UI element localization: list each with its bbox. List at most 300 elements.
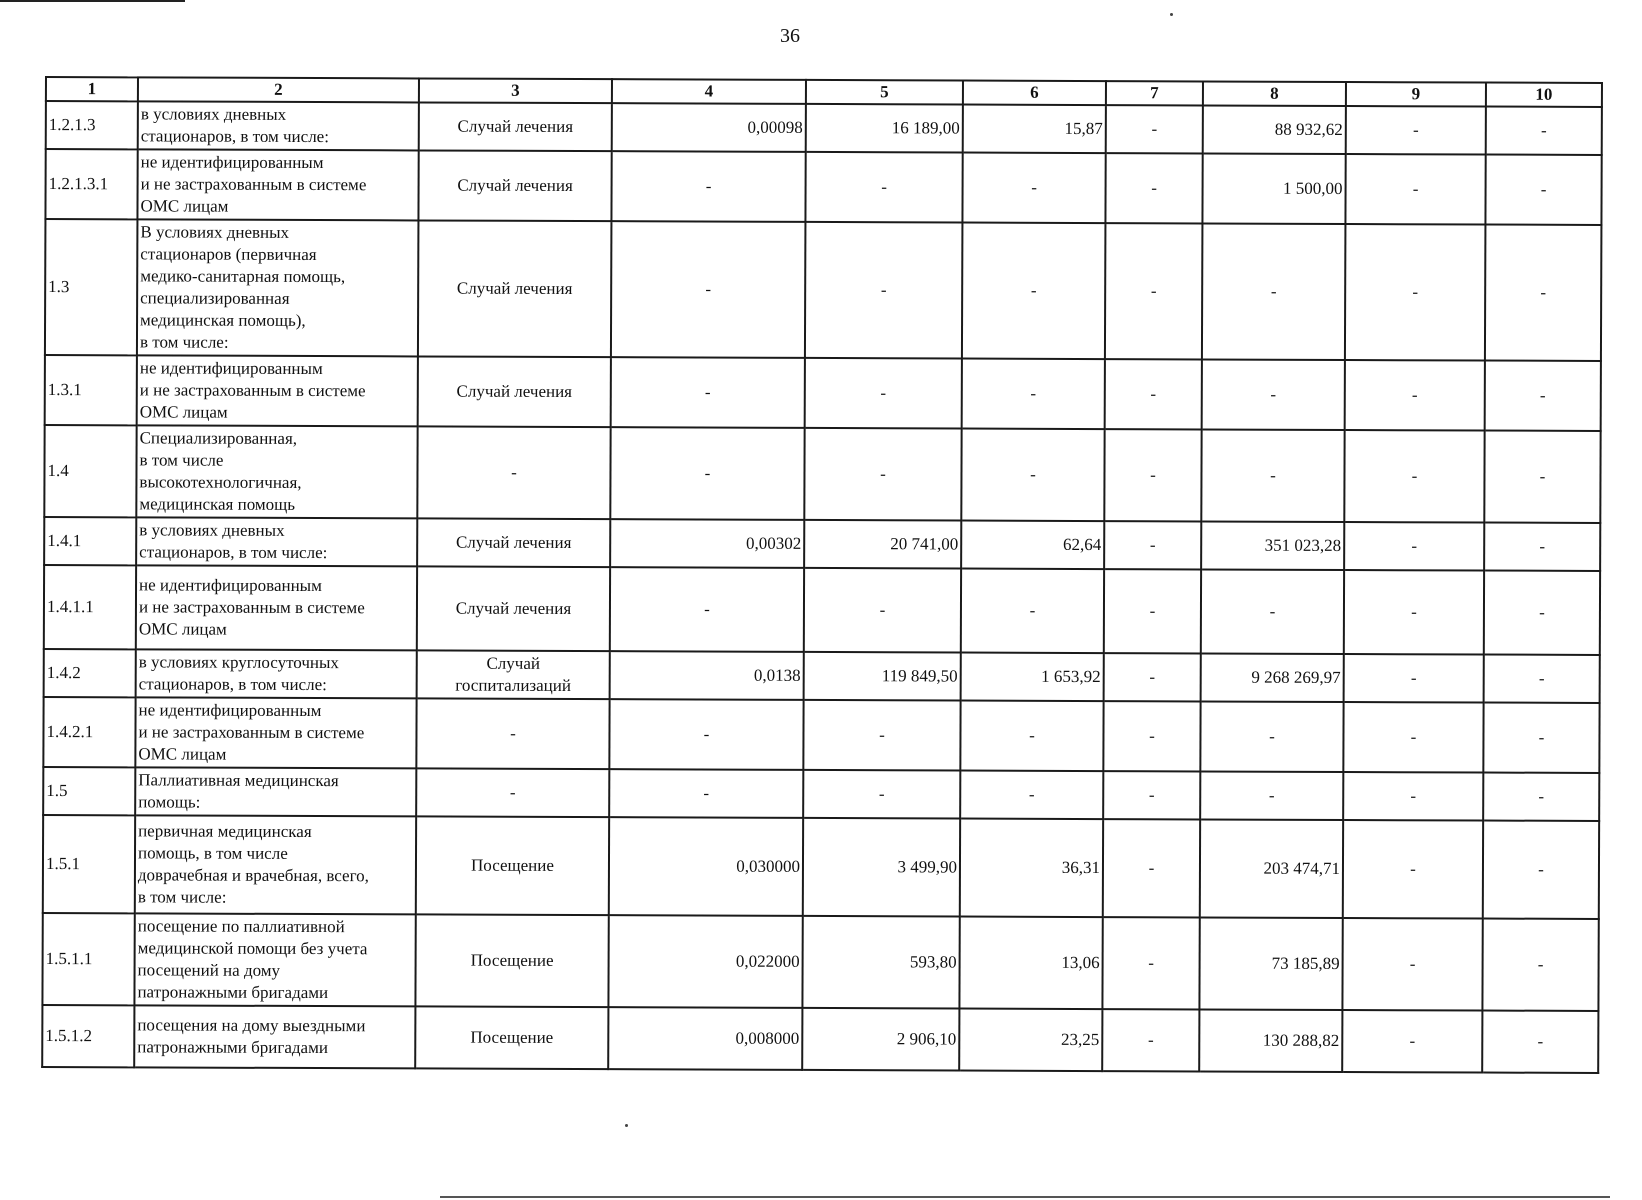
cell-value: - — [1029, 725, 1035, 745]
row-code — [44, 565, 136, 649]
table-row — [42, 1005, 1598, 1073]
table-row — [43, 815, 1599, 919]
row-code-text: 1.5.1.1 — [45, 949, 93, 969]
table-row — [44, 517, 1600, 571]
cell-value: - — [1030, 383, 1037, 403]
description-line: не идентифицированным — [139, 358, 323, 379]
cell-value: - — [1540, 179, 1547, 199]
cell-c8 — [1202, 153, 1345, 224]
cell-c9 — [1342, 918, 1482, 1011]
table-row — [44, 565, 1600, 655]
cell-value: - — [878, 784, 885, 804]
description-line: посещение по паллиативной — [137, 916, 345, 937]
cell-c4 — [609, 699, 803, 770]
table-row — [45, 219, 1602, 361]
cell-c7 — [1105, 223, 1203, 359]
row-description — [135, 815, 416, 914]
row-code-text: 1.3.1 — [47, 380, 82, 400]
row-unit — [417, 518, 610, 567]
cell-c6 — [960, 771, 1103, 820]
cell-value: - — [1540, 120, 1547, 140]
cell-value: 0,0138 — [753, 665, 801, 685]
row-description — [137, 219, 419, 356]
cell-c10 — [1484, 655, 1600, 703]
cell-c5 — [803, 700, 960, 771]
column-header-7: 7 — [1106, 81, 1203, 105]
row-unit — [417, 426, 610, 519]
cell-c7 — [1105, 153, 1202, 223]
cell-value: - — [1409, 954, 1416, 974]
cell-value: 3 499,90 — [897, 857, 958, 877]
table-body — [42, 101, 1602, 1073]
cell-value: - — [1411, 385, 1418, 405]
cell-c4 — [609, 769, 803, 818]
description-line: помощь: — [138, 792, 201, 812]
cell-c5 — [804, 520, 961, 569]
cell-value: 0,00098 — [747, 117, 803, 137]
cell-c6 — [960, 819, 1103, 918]
cell-value: - — [705, 279, 712, 299]
row-description — [134, 913, 415, 1006]
cell-value: - — [1410, 668, 1417, 688]
description-line: не идентифицированным — [139, 575, 322, 596]
cell-c8 — [1199, 917, 1342, 1010]
description-line: стационаров, в том числе: — [140, 126, 330, 147]
cell-c8 — [1201, 521, 1344, 570]
cell-c10 — [1484, 431, 1600, 523]
cell-c4 — [608, 915, 802, 1008]
cell-c5 — [806, 104, 963, 153]
row-code — [46, 101, 138, 149]
row-description — [135, 767, 416, 816]
cell-c9 — [1344, 654, 1484, 703]
table-row — [45, 149, 1601, 225]
cell-c9 — [1344, 570, 1484, 655]
row-code-text: 1.5.1 — [45, 854, 81, 874]
table-row — [46, 101, 1602, 155]
unit-line: - — [509, 782, 516, 802]
cell-value: 73 185,89 — [1271, 953, 1340, 973]
cell-value: 2 906,10 — [896, 1029, 957, 1049]
cell-c8 — [1201, 429, 1344, 522]
cell-value: - — [1540, 282, 1547, 302]
description-line: медицинская помощь — [139, 494, 296, 514]
row-unit — [415, 1006, 608, 1069]
description-line: патронажными бригадами — [137, 1037, 328, 1058]
cell-c4 — [608, 1007, 802, 1070]
cell-value: - — [1537, 1031, 1544, 1051]
cell-value: - — [1029, 600, 1036, 620]
cell-value: 0,022000 — [735, 951, 800, 971]
table-row — [43, 697, 1599, 773]
description-line: в условиях дневных — [140, 104, 287, 124]
description-line: помощь, в том числе — [137, 843, 288, 863]
row-description — [135, 697, 416, 768]
cell-value: - — [704, 382, 711, 402]
description-line: и не застрахованным в системе — [140, 174, 367, 195]
row-code — [44, 649, 136, 697]
cell-value: - — [1149, 667, 1156, 687]
description-line: в том числе: — [139, 332, 229, 352]
column-header-3: 3 — [419, 78, 612, 103]
cell-c7 — [1103, 701, 1200, 771]
cell-c4 — [610, 651, 804, 700]
cell-value: - — [1148, 858, 1155, 878]
cell-c8 — [1200, 819, 1343, 918]
cell-c9 — [1342, 1010, 1482, 1073]
row-unit — [416, 698, 609, 769]
cell-value: - — [1151, 119, 1158, 139]
cell-c8 — [1199, 1009, 1342, 1072]
cell-c6 — [959, 917, 1102, 1010]
row-description — [136, 517, 417, 566]
cell-c5 — [804, 568, 961, 653]
cell-c7 — [1103, 771, 1200, 819]
cell-value: - — [703, 724, 710, 744]
cell-value: 20 741,00 — [890, 534, 959, 554]
cell-value: - — [705, 176, 712, 196]
scan-edge-line-bottom — [440, 1196, 1610, 1198]
description-line: В условиях дневных — [140, 222, 290, 242]
cell-c9 — [1345, 154, 1485, 225]
cell-c5 — [803, 770, 960, 819]
cell-c4 — [611, 151, 805, 222]
unit-line: Случай лечения — [457, 116, 574, 137]
cell-value: - — [1539, 466, 1546, 486]
cell-value: - — [1539, 536, 1546, 556]
column-header-5: 5 — [806, 80, 963, 105]
cell-c6 — [962, 223, 1106, 360]
cell-c9 — [1344, 430, 1484, 523]
cell-value: - — [1147, 1030, 1154, 1050]
cell-value: - — [704, 599, 710, 619]
cell-c4 — [611, 221, 806, 358]
description-line: медико-санитарная помощь, — [140, 266, 346, 287]
cell-value: - — [1149, 726, 1155, 746]
cell-value: - — [880, 383, 887, 403]
cell-value: - — [1031, 177, 1037, 197]
cell-c6 — [959, 1009, 1102, 1072]
row-description — [136, 565, 417, 650]
unit-line: - — [510, 723, 516, 743]
description-line: доврачебная и врачебная, всего, — [137, 865, 369, 886]
row-code — [43, 815, 135, 913]
cell-c6 — [961, 521, 1104, 570]
cell-value: 593,80 — [909, 952, 957, 972]
cell-value: - — [1412, 179, 1419, 199]
table-row — [44, 425, 1600, 523]
cell-value: 203 474,71 — [1263, 858, 1341, 878]
cell-c7 — [1106, 105, 1203, 153]
row-code-text: 1.2.1.3.1 — [48, 174, 109, 194]
cell-c10 — [1486, 107, 1602, 155]
description-line: специализированная — [140, 288, 290, 308]
cell-value: - — [1150, 465, 1156, 485]
data-table — [41, 76, 1603, 1074]
row-unit — [418, 356, 611, 427]
description-line: медицинской помощи без учета — [137, 938, 368, 959]
row-description — [137, 355, 418, 426]
cell-c7 — [1105, 359, 1202, 429]
description-line: посещения на дому выездными — [137, 1015, 366, 1036]
scan-dot — [625, 1124, 628, 1127]
unit-line: Случай лечения — [457, 175, 573, 196]
cell-value: - — [1539, 385, 1546, 405]
cell-c10 — [1485, 361, 1601, 431]
cell-value: 23,25 — [1061, 1029, 1100, 1050]
cell-value: - — [1538, 786, 1545, 806]
cell-c10 — [1483, 703, 1599, 773]
cell-c6 — [961, 569, 1104, 654]
cell-c4 — [611, 357, 805, 428]
description-line: не идентифицированным — [138, 700, 322, 721]
row-unit — [416, 816, 609, 915]
cell-c5 — [805, 222, 963, 359]
description-line: посещений на дому — [137, 960, 281, 980]
cell-value: - — [1410, 786, 1417, 806]
description-line: и не застрахованным в системе — [139, 380, 366, 401]
description-line: стационаров, в том числе: — [139, 542, 328, 563]
unit-line: Посещение — [470, 855, 554, 875]
cell-c5 — [802, 1008, 959, 1071]
row-code-text: 1.4 — [47, 461, 69, 481]
cell-c5 — [803, 818, 960, 917]
row-description — [137, 149, 418, 220]
description-line: ОМС лицам — [140, 196, 229, 216]
description-line: стационаров, в том числе: — [138, 674, 327, 695]
description-line: патронажными бригадами — [137, 982, 329, 1003]
cell-value: 130 288,82 — [1262, 1030, 1340, 1050]
row-unit — [417, 566, 610, 651]
description-line: стационаров (первичная — [140, 244, 317, 265]
row-unit — [416, 768, 609, 817]
description-line: медицинская помощь), — [140, 310, 306, 331]
cell-value: 0,008000 — [735, 1028, 800, 1048]
row-code — [42, 913, 134, 1005]
cell-c8 — [1201, 569, 1344, 654]
description-line: Паллиативная медицинская — [138, 770, 339, 791]
cell-value: - — [881, 177, 887, 197]
cell-value: 9 268 269,97 — [1251, 667, 1341, 687]
cell-c9 — [1343, 820, 1483, 919]
cell-c10 — [1484, 523, 1600, 571]
cell-c9 — [1345, 360, 1485, 431]
row-code-text: 1.4.2 — [46, 663, 81, 683]
cell-c6 — [962, 359, 1105, 430]
cell-c6 — [961, 429, 1104, 522]
description-line: в том числе: — [137, 887, 227, 907]
cell-value: 0,00302 — [745, 533, 802, 553]
cell-c6 — [960, 701, 1103, 772]
cell-value: - — [879, 725, 885, 745]
cell-value: - — [703, 783, 710, 803]
cell-c10 — [1484, 571, 1600, 655]
cell-c6 — [961, 653, 1104, 702]
cell-value: - — [1148, 953, 1154, 973]
cell-value: - — [880, 280, 887, 300]
cell-value: - — [1030, 464, 1036, 484]
cell-c9 — [1344, 522, 1484, 571]
cell-c5 — [804, 652, 961, 701]
cell-value: - — [1270, 281, 1277, 301]
cell-c4 — [610, 427, 804, 520]
cell-c8 — [1202, 223, 1346, 360]
description-line: первичная медицинская — [138, 821, 312, 842]
cell-value: - — [879, 600, 886, 620]
cell-value: - — [1269, 726, 1275, 746]
cell-value: 15,87 — [1064, 118, 1103, 139]
table-row — [43, 767, 1599, 821]
cell-value: 0,030000 — [736, 856, 801, 876]
cell-value: - — [704, 463, 711, 483]
row-description — [138, 101, 419, 150]
cell-value: 88 932,62 — [1274, 119, 1343, 139]
unit-line: Посещение — [470, 1027, 554, 1047]
cell-value: - — [1537, 954, 1544, 974]
cell-c6 — [962, 153, 1105, 224]
cell-value: 351 023,28 — [1264, 535, 1342, 555]
row-code — [43, 697, 135, 767]
cell-value: - — [1538, 727, 1545, 747]
cell-value: 16 189,00 — [891, 118, 960, 138]
cell-c6 — [963, 105, 1106, 154]
row-unit — [418, 220, 612, 357]
cell-value: - — [1410, 727, 1417, 747]
cell-value: - — [1269, 601, 1276, 621]
cell-c10 — [1482, 919, 1598, 1011]
description-line: в условиях круглосуточных — [138, 652, 340, 673]
table-row — [44, 649, 1600, 703]
cell-value: 13,06 — [1061, 952, 1100, 973]
row-code-text: 1.3 — [48, 277, 70, 297]
cell-c7 — [1104, 429, 1201, 521]
unit-line: Посещение — [470, 950, 554, 970]
cell-value: - — [1150, 281, 1157, 301]
cell-c4 — [612, 103, 806, 152]
description-line: Специализированная, — [139, 428, 298, 448]
cell-c5 — [805, 358, 962, 429]
cell-c10 — [1483, 773, 1599, 821]
cell-c8 — [1202, 359, 1345, 430]
table-row — [45, 355, 1601, 431]
cell-c4 — [610, 519, 804, 568]
cell-c5 — [805, 152, 962, 223]
cell-c8 — [1203, 105, 1346, 154]
cell-value: - — [1538, 668, 1545, 688]
column-header-6: 6 — [963, 81, 1106, 106]
row-code-text: 1.5.1.2 — [45, 1026, 93, 1046]
table-row — [42, 913, 1598, 1011]
row-code-text: 1.5 — [46, 781, 68, 801]
row-code — [45, 219, 138, 355]
row-code — [44, 425, 136, 517]
description-line: и не застрахованным в системе — [138, 597, 365, 618]
cell-value: - — [1151, 178, 1157, 198]
description-line: ОМС лицам — [138, 619, 227, 639]
column-header-10: 10 — [1486, 83, 1602, 107]
cell-c9 — [1346, 106, 1486, 155]
cell-value: - — [1270, 384, 1277, 404]
cell-value: - — [1149, 601, 1156, 621]
row-code — [45, 149, 137, 219]
unit-line: Случай — [486, 653, 541, 673]
cell-c10 — [1485, 155, 1601, 225]
scan-dot — [1170, 13, 1173, 16]
cell-c9 — [1343, 772, 1483, 821]
cell-value: 36,31 — [1061, 857, 1101, 878]
row-unit — [415, 914, 608, 1007]
cell-c7 — [1104, 521, 1201, 569]
cell-c10 — [1482, 1011, 1598, 1073]
cell-value: - — [1149, 535, 1156, 555]
unit-line: госпитализаций — [455, 675, 572, 696]
cell-c7 — [1104, 569, 1201, 653]
cell-value: - — [880, 464, 886, 484]
cell-value: - — [1538, 859, 1544, 879]
description-line: высокотехнологичная, — [139, 472, 302, 492]
cell-value: 1 500,00 — [1283, 178, 1343, 198]
row-code — [44, 517, 136, 565]
unit-line: - — [511, 462, 517, 482]
cell-c5 — [804, 428, 961, 521]
cell-value: - — [1411, 466, 1418, 486]
scan-edge-line-top — [0, 0, 185, 2]
unit-line: Случай лечения — [456, 381, 573, 402]
cell-c8 — [1200, 701, 1343, 772]
cell-c5 — [802, 916, 959, 1009]
row-code — [45, 355, 137, 425]
cell-value: - — [1409, 1031, 1416, 1051]
column-header-2: 2 — [138, 77, 419, 102]
column-header-1: 1 — [46, 77, 138, 101]
cell-c7 — [1102, 917, 1199, 1009]
cell-c10 — [1485, 225, 1602, 361]
description-line: в условиях дневных — [139, 520, 285, 540]
cell-value: - — [1030, 280, 1037, 300]
cell-value: - — [1268, 785, 1275, 805]
cell-c7 — [1104, 653, 1201, 701]
cell-value: 119 849,50 — [881, 666, 958, 686]
column-header-9: 9 — [1346, 82, 1486, 107]
unit-line: Случай лечения — [455, 598, 572, 619]
cell-c8 — [1200, 771, 1343, 820]
row-unit — [418, 150, 611, 221]
cell-value: - — [1148, 785, 1155, 805]
cell-value: - — [1411, 602, 1417, 622]
cell-c4 — [610, 567, 804, 652]
cell-value: - — [1150, 384, 1157, 404]
cell-c9 — [1345, 224, 1486, 361]
cell-value: - — [1412, 120, 1419, 140]
row-unit — [419, 102, 612, 151]
cell-c4 — [609, 817, 803, 916]
row-code-text: 1.4.1.1 — [46, 597, 94, 617]
cell-value: - — [1411, 536, 1418, 556]
row-unit — [417, 650, 610, 699]
cell-value: - — [1270, 465, 1276, 485]
cell-c9 — [1343, 702, 1483, 773]
cell-c7 — [1102, 1009, 1199, 1071]
cell-value: - — [1410, 859, 1416, 879]
row-code-text: 1.4.2.1 — [46, 722, 94, 742]
row-description — [136, 649, 417, 698]
cell-value: - — [1412, 282, 1419, 302]
cell-value: - — [1028, 784, 1035, 804]
column-header-4: 4 — [612, 79, 806, 104]
unit-line: Случай лечения — [455, 532, 572, 553]
cell-value: - — [1539, 602, 1545, 622]
cell-c10 — [1483, 821, 1599, 919]
